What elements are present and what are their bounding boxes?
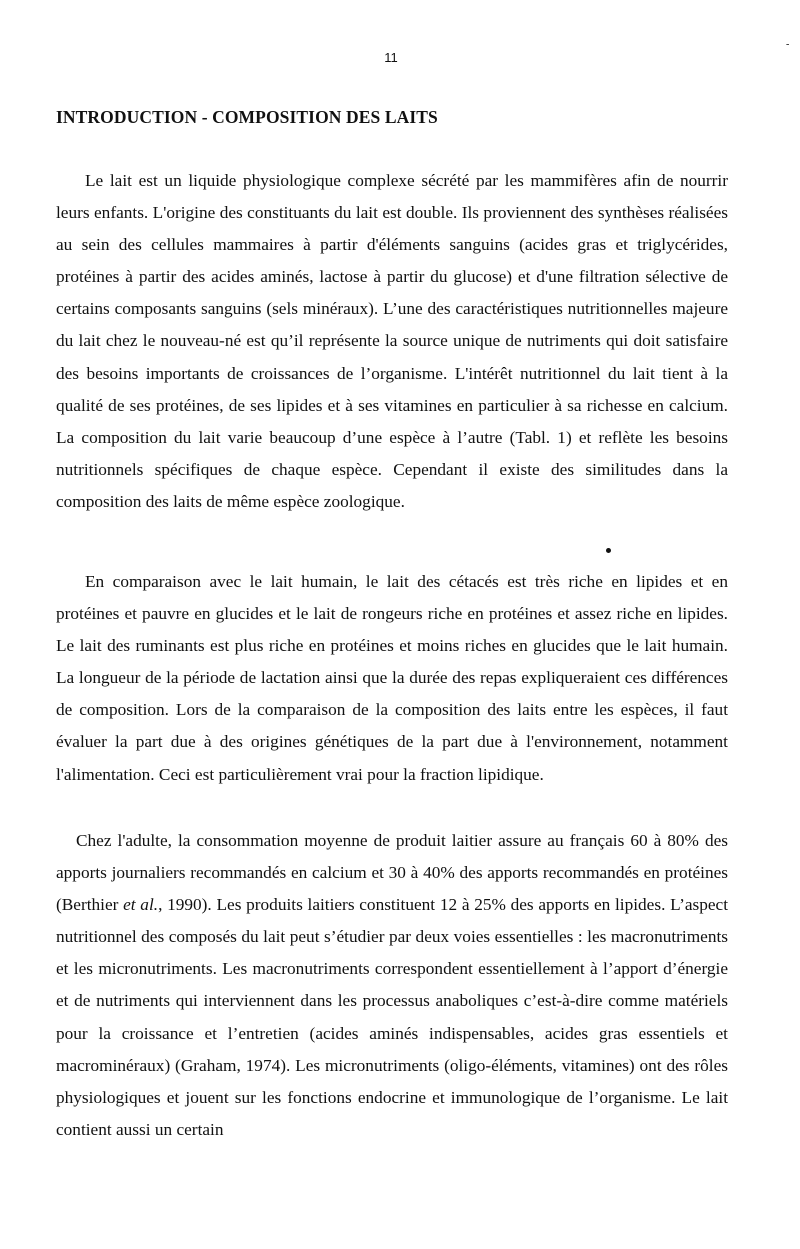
paragraph-3-text-end: , 1990). Les produits laitiers constituent 12 à 25% des apports en lipides. L’aspect nutritionnel des composés du lait peut s’étudier par deux voies essentielles : les macronutriments et les micronutriments. Les macronutriments correspondent essentiellement à l’apport d’énergie et de nutriments qui interviennent dans les processus anaboliques c’est-à-dire comme matériels pour la croissance et l’entretien (acides aminés indispensables, acides gras essentiels et macrominéraux) (Graham, 1974). Les micronutriments (oligo-éléments, vitamines) ont des rôles physiologiques et jouent sur les fonctions endocrine et immunologique de l’organisme. Le lait contient aussi un certain [56,895,729,1139]
section-title: INTRODUCTION - COMPOSITION DES LAITS [56,107,438,127]
paragraph-3-text-start: Chez l'adulte, la consommation moyenne de produit laitier assure au français 60 à 80% des apports journaliers recommandés en calcium et 30 à 40% des apports recommandés en protéines (Berthier [56,831,728,915]
paragraph-3 [56,825,728,1146]
citation-et-al: et al. [123,895,159,915]
page-number: 11 [384,50,398,65]
paragraph-1: Le lait est un liquide physiologique complexe sécrété par les mammifères afin de nourrir leurs enfants. L'origine des constituants du lait est double. Ils proviennent des synthèses réalisées au sein des cellules mammaires à partir d'éléments sanguins (acides gras et triglycérides, protéines à partir des acides aminés, lactose à partir du glucose) et d'une filtration sélective de certains composants sanguins (sels minéraux). L’une des caractéristiques nutritionnelles majeure du lait chez le nouveau-né est qu’il représente la source unique de nutriments qui doit satisfaire des besoins importants de croissances de l’organisme. L'intérêt nutritionnel du lait tient à la qualité de ses protéines, de ses lipides et à ses vitamines en particulier à sa richesse en calcium. La composition du lait varie beaucoup d’une espèce à l’autre (Tabl. 1) et reflète les besoins nutritionnels spécifiques de chaque espèce. Cependant il existe des similitudes dans la composition des laits de même espèce zoologique. [56,171,728,511]
corner-mark: - [786,39,790,50]
paragraph-2: En comparaison avec le lait humain, le lait des cétacés est très riche en lipides et en protéines et pauvre en glucides et le lait de rongeurs riche en protéines et assez riche en lipides. Le lait des ruminants est plus riche en protéines et moins riches en glucides que le lait humain. La longueur de la période de lactation ainsi que la durée des repas expliqueraient ces différences de composition. Lors de la comparaison de la composition des laits entre les espèces, il faut évaluer la part due à des origines génétiques de la part due à l'environnement, notamment l'alimentation. Ceci est particulièrement vrai pour la fraction lipidique. [56,572,728,784]
scan-dot [606,548,611,553]
